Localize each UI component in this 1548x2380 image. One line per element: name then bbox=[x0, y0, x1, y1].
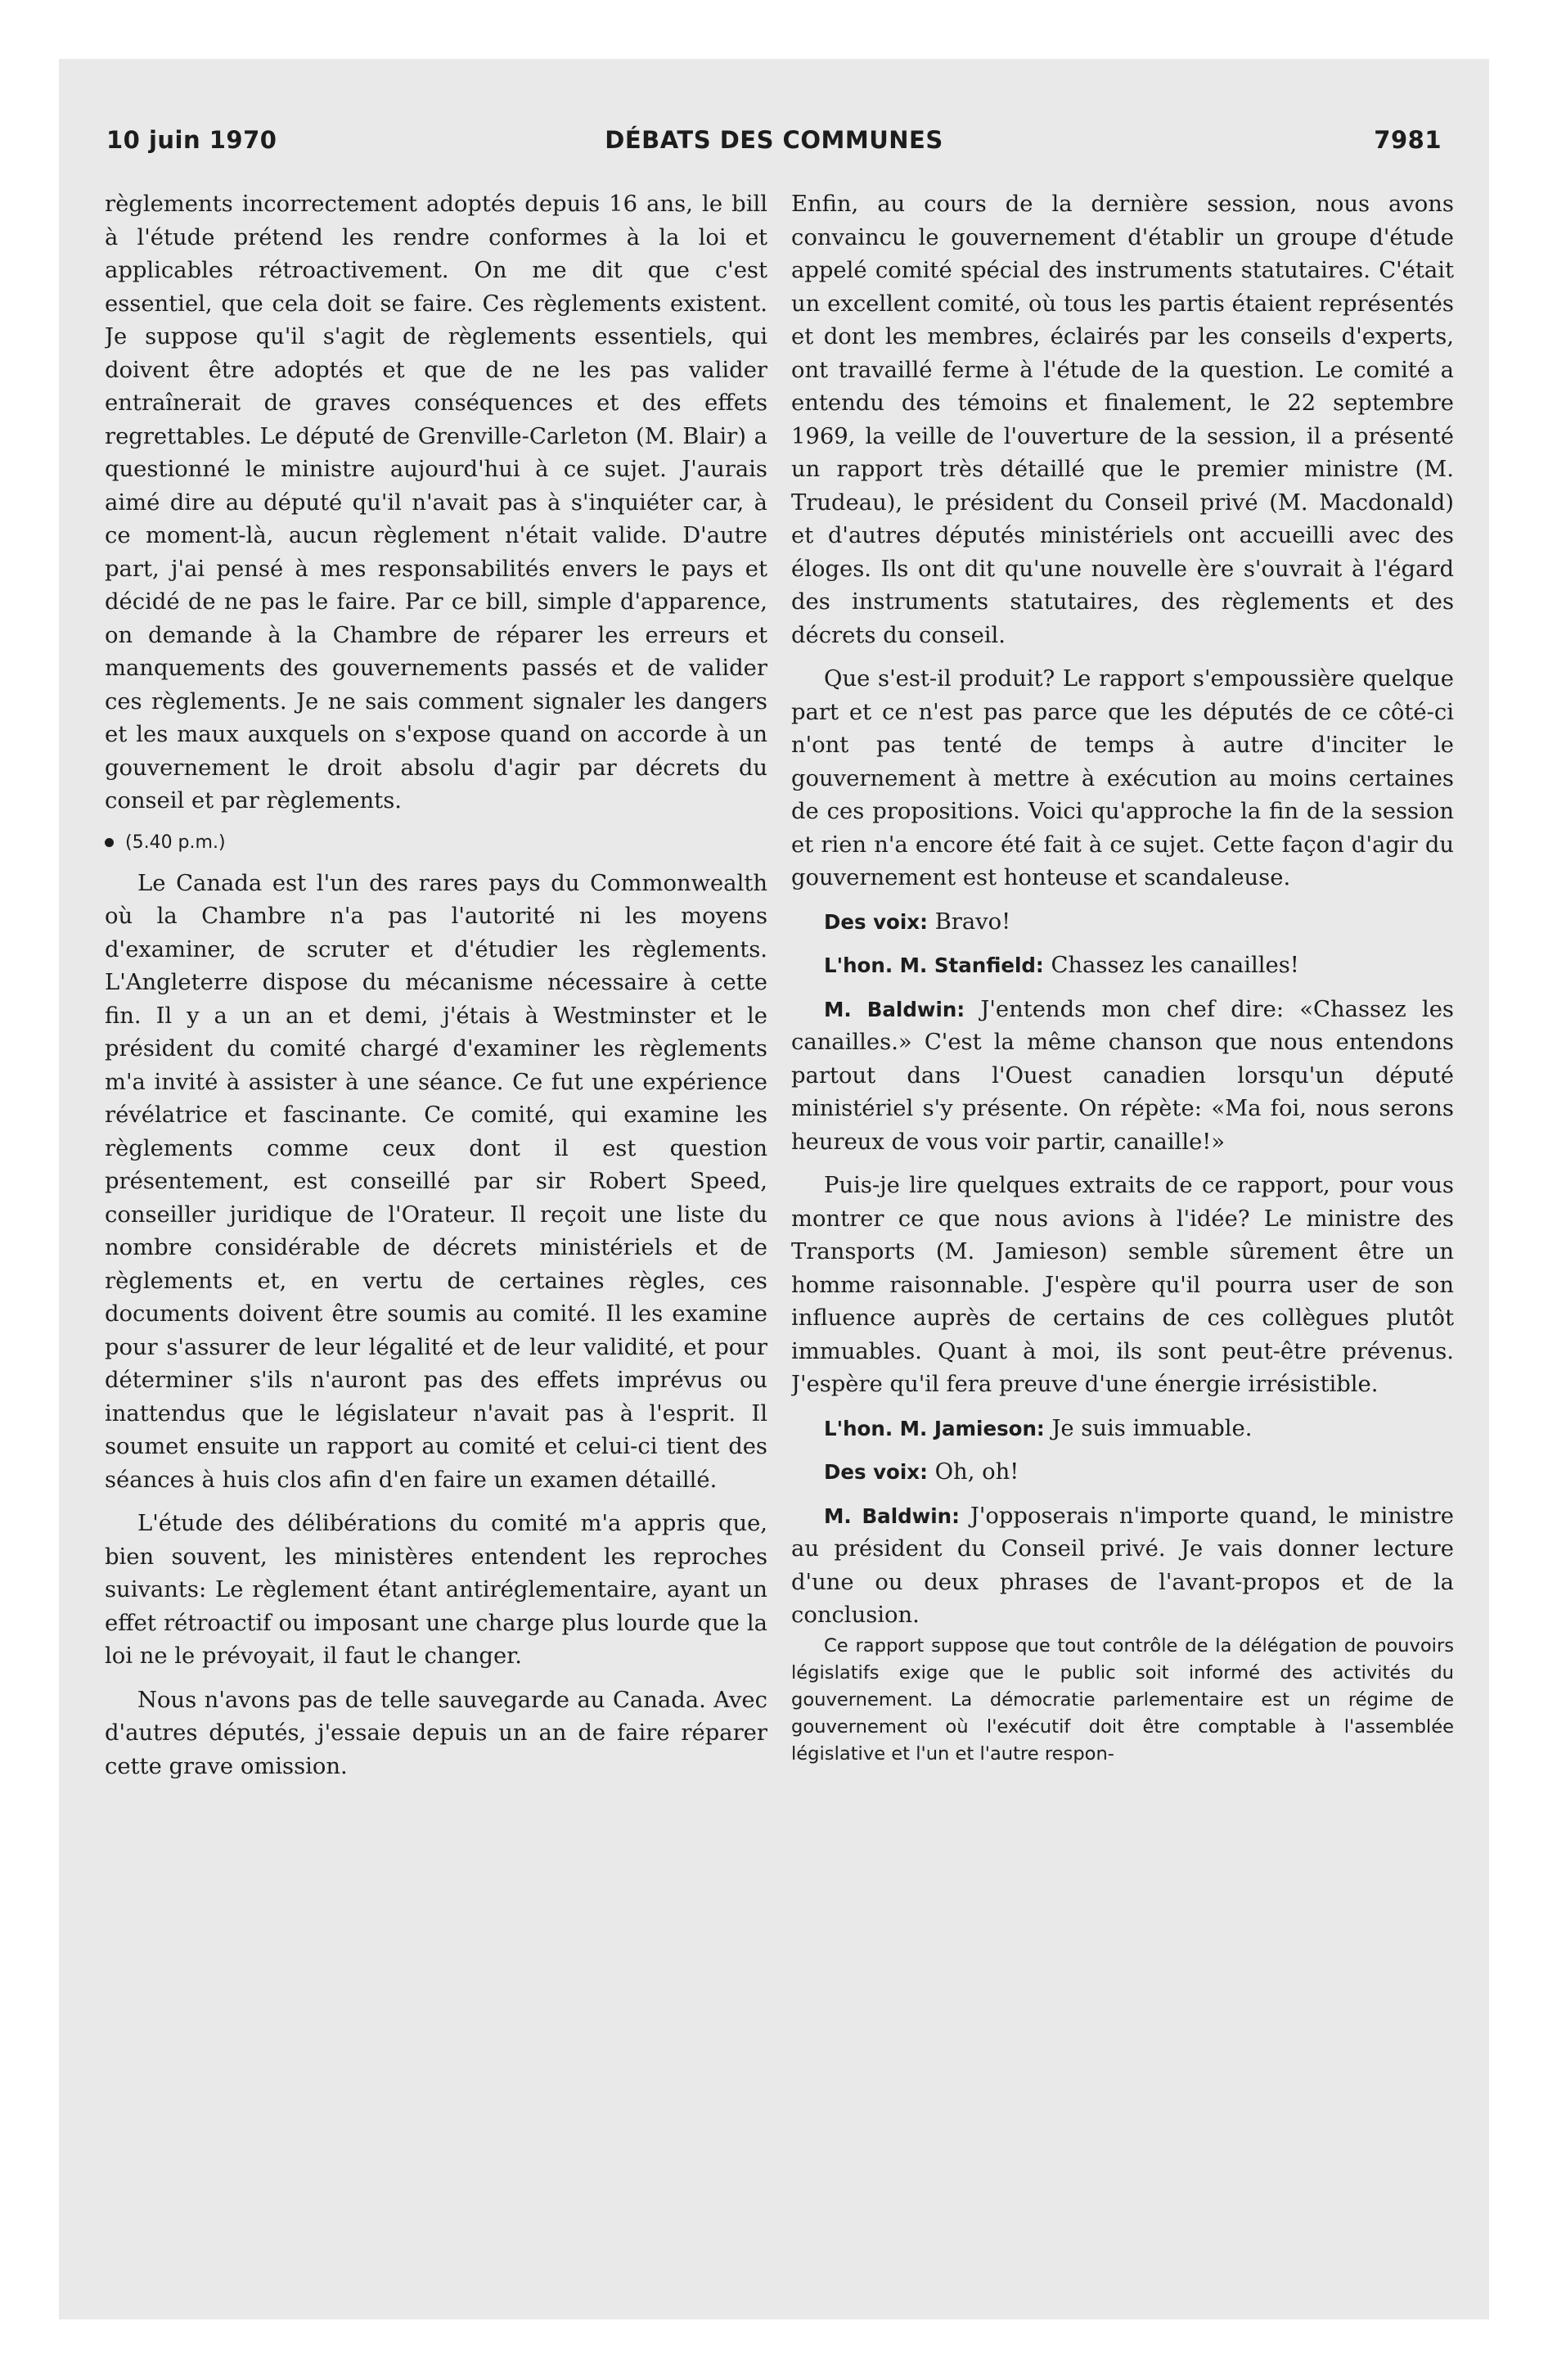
speech-4 bbox=[791, 1413, 1454, 1446]
speaker-name: Des voix: bbox=[824, 909, 928, 934]
speech-3 bbox=[791, 994, 1454, 1160]
right-paragraph-3: Puis-je lire quelques extraits de ce rapport, pour vous montrer ce que nous avions à l'idée? Le ministre des Transports (M. Jamieson) semble sûrement être un homme raisonnable. J'espère qu'il pourra user de son influence auprès de certains de ces collègues plutôt immuables. Quant à moi, ils sont peut-être prévenus. J'espère qu'il fera preuve d'une énergie irrésistible. bbox=[791, 1173, 1454, 1397]
bullet-icon bbox=[105, 838, 114, 847]
speaker-name: M. Baldwin: bbox=[824, 1503, 960, 1528]
quoted-report-excerpt: Ce rapport suppose que tout contrôle de la délégation de pouvoirs législatifs exige que le public soit informé des activités du gouvernement. La démocratie parlementaire est un régime de gouvernement où l'exécutif doit être comptable à l'assemblée législative et l'un et l'autre respon- bbox=[791, 1634, 1454, 1765]
document-page bbox=[59, 59, 1489, 2319]
speech-6 bbox=[791, 1500, 1454, 1633]
header-date: 10 juin 1970 bbox=[106, 126, 277, 154]
speech-5 bbox=[791, 1456, 1454, 1490]
left-paragraph-2: Le Canada est l'un des rares pays du Commonwealth où la Chambre n'a pas l'autorité ni les moyens d'examiner, de scruter et d'étudier les règlements. L'Angleterre dispose du mécanisme nécessaire à cette fin. Il y a un an et demi, j'étais à Westminster et le président du comité chargé d'examiner les règlements m'a invité à assister à une séance. Ce fut une expérience révélatrice et fascinante. Ce comité, qui examine les règlements comme ceux dont il est question présentement, est conseillé par sir Robert Speed, conseiller juridique de l'Orateur. Il reçoit une liste du nombre considérable de décrets ministériels et de règlements et, en vertu de certaines règles, ces documents doivent être soumis au comité. Il les examine pour s'assurer de leur légalité et de leur validité, et pour déterminer s'ils n'auront pas des effets imprévus ou inattendus que le législateur n'avait pas à l'esprit. Il soumet ensuite un rapport au comité et celui-ci tient des séances à huis clos afin d'en faire un examen détaillé. bbox=[105, 870, 767, 1493]
right-column bbox=[791, 188, 1454, 2251]
right-paragraph-2: Que s'est-il produit? Le rapport s'empoussière quelque part et ce n'est pas parce que les députés de ce côté-ci n'ont pas tenté de temps à autre d'inciter le gouvernement à mettre à exécution au moins certaines de ces propositions. Voici qu'approche la fin de la session et rien n'a encore été fait à ce sujet. Cette façon d'agir du gouvernement est honteuse et scandaleuse. bbox=[791, 666, 1454, 890]
speaker-name: Des voix: bbox=[824, 1460, 928, 1484]
left-paragraph-3: L'étude des délibérations du comité m'a appris que, bien souvent, les ministères entendent les reproches suivants: Le règlement étant antiréglementaire, ayant un effet rétroactif ou imposant une charge plus lourde que la loi ne le prévoyait, il faut le changer. bbox=[105, 1511, 767, 1669]
speech-text: J'entends mon chef dire: «Chassez les canailles.» C'est la même chanson que nous entendons partout dans l'Ouest canadien lorsqu'un député ministériel s'y présente. On répète: «Ma foi, nous serons heureux de vous voir partir, canaille!» bbox=[791, 996, 1454, 1155]
speech-text: Bravo! bbox=[934, 908, 1011, 935]
left-paragraph-4: Nous n'avons pas de telle sauvegarde au Canada. Avec d'autres députés, j'essaie depuis un an de faire réparer cette grave omission. bbox=[105, 1687, 767, 1779]
header-page-number: 7981 bbox=[1374, 126, 1442, 154]
speech-text: Oh, oh! bbox=[934, 1459, 1019, 1485]
left-column bbox=[105, 188, 767, 2251]
speech-text: Chassez les canailles! bbox=[1051, 953, 1299, 978]
speech-text: Je suis immuable. bbox=[1051, 1415, 1253, 1441]
time-marker bbox=[105, 830, 767, 856]
left-paragraph-1: règlements incorrectement adoptés depuis 16 ans, le bill à l'étude prétend les rendre conformes à la loi et applicables rétroactivement. On me dit que c'est essentiel, que cela doit se faire. Ces règlements existent. Je suppose qu'il s'agit de règlements essentiels, qui doivent être adoptés et que de ne les pas valider entraînerait de graves conséquences et des effets regrettables. Le député de Grenville-Carleton (M. Blair) a questionné le ministre aujourd'hui à ce sujet. J'aurais aimé dire au député qu'il n'avait pas à s'inquiéter car, à ce moment-là, aucun règlement n'était valide. D'autre part, j'ai pensé à mes responsabilités envers le pays et décidé de ne pas le faire. Par ce bill, simple d'apparence, on demande à la Chambre de réparer les erreurs et manquements des gouvernements passés et de valider ces règlements. Je ne sais comment signaler les dangers et les maux auxquels on s'expose quand on accorde à un gouvernement le droit absolu d'agir par décrets du conseil et par règlements. bbox=[105, 192, 767, 814]
speech-1 bbox=[791, 906, 1454, 940]
page-header bbox=[106, 126, 1442, 162]
speech-2 bbox=[791, 949, 1454, 983]
speaker-name: L'hon. M. Jamieson: bbox=[824, 1416, 1045, 1440]
speaker-name: L'hon. M. Stanfield: bbox=[824, 953, 1044, 977]
speaker-name: M. Baldwin: bbox=[824, 997, 965, 1021]
time-marker-text: (5.40 p.m.) bbox=[125, 832, 226, 853]
right-paragraph-1: Enfin, au cours de la dernière session, nous avons convaincu le gouvernement d'établir un groupe d'étude appelé comité spécial des instruments statutaires. C'était un excellent comité, où tous les partis étaient représentés et dont les membres, éclairés par les conseils d'experts, ont travaillé ferme à l'étude de la question. Le comité a entendu des témoins et finalement, le 22 septembre 1969, la veille de l'ouverture de la session, il a présenté un rapport très détaillé que le premier ministre (M. Trudeau), le président du Conseil privé (M. Macdonald) et d'autres députés ministériels ont accueilli avec des éloges. Ils ont dit qu'une nouvelle ère s'ouvrait à l'égard des instruments statutaires, des règlements et des décrets du conseil. bbox=[791, 192, 1454, 648]
header-title: DÉBATS DES COMMUNES bbox=[605, 126, 943, 154]
speech-text: J'opposerais n'importe quand, le ministre au président du Conseil privé. Je vais donner lecture d'une ou deux phrases de l'avant-propos et de la conclusion. bbox=[791, 1503, 1454, 1628]
